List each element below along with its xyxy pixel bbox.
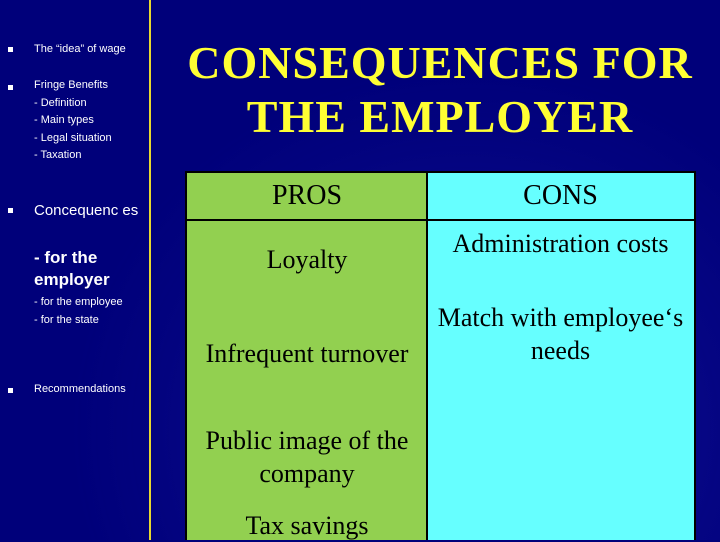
outline-item-recommendations: Recommendations xyxy=(34,383,126,395)
cons-item-match-needs: Match with employee‘s needs xyxy=(437,303,684,365)
outline-item-subitems: - for the employee - for the state xyxy=(34,296,123,326)
bullet-icon xyxy=(8,47,13,52)
pros-item-loyalty: Loyalty xyxy=(266,245,348,274)
outline-item-current: - for the employer xyxy=(34,248,110,289)
bullet-icon xyxy=(8,388,13,393)
pros-item-public-image: Public image of the company xyxy=(205,426,409,488)
pros-header: PROS xyxy=(271,180,343,211)
cons-header: CONS xyxy=(523,180,598,211)
sidebar-outline xyxy=(0,0,148,540)
cons-item-administration: Administration costs xyxy=(452,229,669,258)
vertical-divider xyxy=(149,0,151,540)
outline-item-fringe-benefits: Fringe Benefits - Definition - Main types - Legal situation - Taxation xyxy=(34,79,112,161)
outline-item-wage: The “idea” of wage xyxy=(34,43,126,55)
table-border-top xyxy=(185,171,696,173)
bullet-icon xyxy=(8,85,13,90)
table-border-right xyxy=(694,171,696,540)
outline-item-consequences: Concequenc es xyxy=(34,202,139,219)
bullet-icon xyxy=(8,208,13,213)
slide-title: CONSEQUENCES FOR THE EMPLOYER xyxy=(187,37,693,142)
table-header-separator xyxy=(185,219,696,221)
pros-item-tax-savings: Tax savings xyxy=(245,511,369,540)
pros-item-turnover: Infrequent turnover xyxy=(205,339,409,368)
